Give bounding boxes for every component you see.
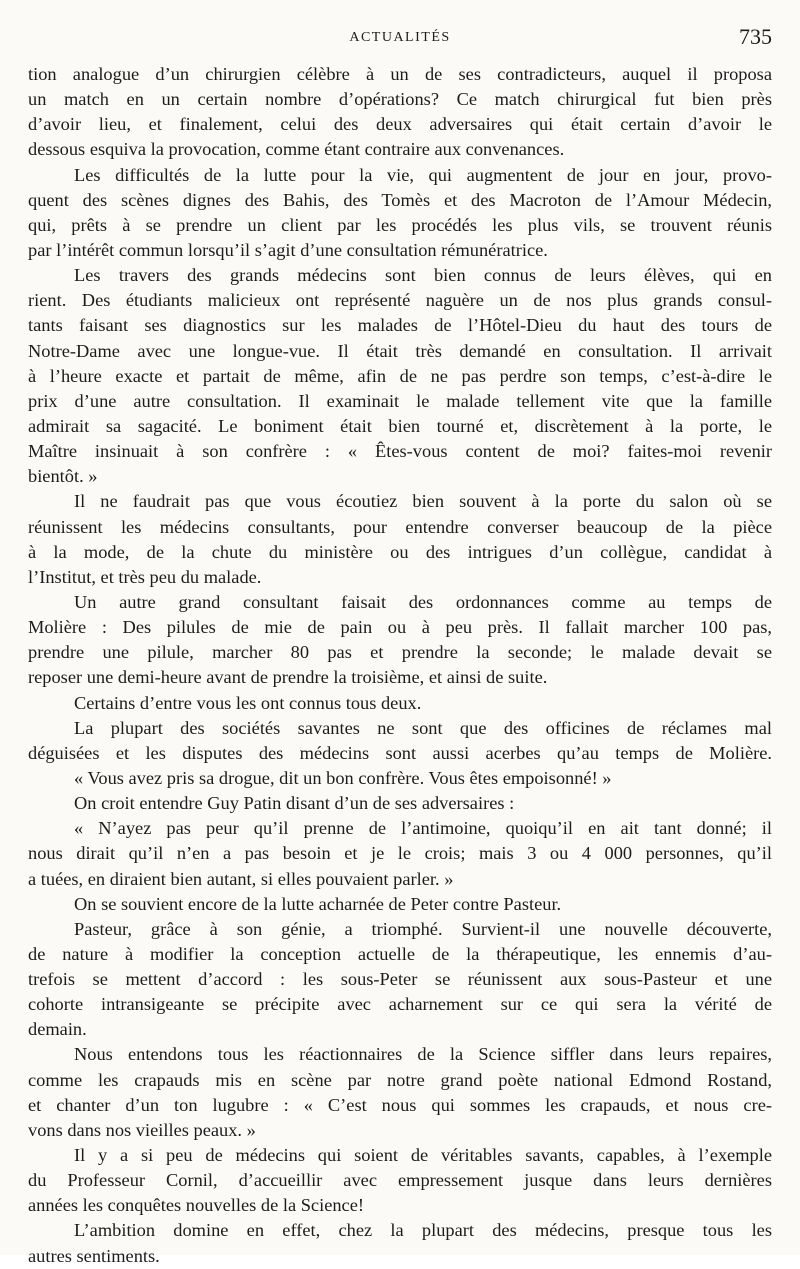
text-line: Les travers des grands médecins sont bien connus de leurs élèves, qui en: [74, 265, 772, 286]
text-line: nous dirait qu’il n’en a pas besoin et je le crois; mais 3 ou 4 000 personnes, qu’il: [28, 843, 772, 864]
text-line: Notre-Dame avec une longue-vue. Il était très demandé en consultation. Il arrivait: [28, 340, 772, 361]
text-line: rient. Des étudiants malicieux ont représenté naguère un de nos plus grands consul-: [28, 290, 772, 311]
text-line: l’Institut, et très peu du malade.: [28, 566, 262, 587]
text-line: On croit entendre Guy Patin disant d’un de ses adversaires :: [74, 793, 515, 814]
text-line: trefois se mettent d’accord : les sous-Peter se réunissent aux sous-Pasteur et une: [28, 969, 772, 990]
text-line: par l’intérêt commun lorsqu’il s’agit d’une consultation rémunératrice.: [28, 239, 548, 260]
text-line: de nature à modifier la conception actuelle de la thérapeutique, les ennemis d’au-: [28, 943, 772, 964]
text-line: comme les crapauds mis en scène par notre grand poète national Edmond Rostand,: [28, 1069, 772, 1090]
text-line: et chanter d’un ton lugubre : « C’est nous qui sommes les crapauds, et nous cre-: [28, 1094, 772, 1115]
text-line: bientôt. »: [28, 466, 98, 487]
text-line: a tuées, en diraient bien autant, si elles pouvaient parler. »: [28, 868, 454, 889]
text-line: réunissent les médecins consultants, pour entendre converser beaucoup de la pièce: [28, 516, 772, 537]
text-line: Molière : Des pilules de mie de pain ou à peu près. Il fallait marcher 100 pas,: [28, 617, 772, 638]
text-line: tion analogue d’un chirurgien célèbre à un de ses contradicteurs, auquel il proposa: [28, 64, 772, 84]
text-line: Les difficultés de la lutte pour la vie, qui augmentent de jour en jour, provo-: [74, 164, 772, 185]
text-line: à l’heure exacte et partait de même, afin de ne pas perdre son temps, c’est-à-dire le: [28, 365, 772, 386]
text-line: « N’ayez pas peur qu’il prenne de l’antimoine, quoiqu’il en ait tant donné; il: [74, 818, 772, 839]
text-line: Pasteur, grâce à son génie, a triomphé. Survient-il une nouvelle découverte,: [74, 918, 772, 939]
text-line: tants faisant ses diagnostics sur les malades de l’Hôtel-Dieu du haut des tours de: [28, 315, 772, 336]
text-line: du Professeur Cornil, d’accueillir avec empressement jusque dans leurs dernières: [28, 1170, 772, 1191]
text-line: déguisées et les disputes des médecins sont aussi acerbes qu’au temps de Molière.: [28, 742, 772, 763]
text-line: Maître insinuait à son confrère : « Êtes-vous content de moi? faites-moi revenir: [28, 441, 772, 462]
text-line: On se souvient encore de la lutte acharnée de Peter contre Pasteur.: [74, 893, 562, 914]
text-line: reposer une demi-heure avant de prendre la troisième, et ainsi de suite.: [28, 667, 548, 688]
text-line: Il ne faudrait pas que vous écoutiez bien souvent à la porte du salon où se: [74, 491, 772, 512]
page-number: 735: [739, 24, 772, 49]
page-header: [28, 26, 772, 54]
text-line: Certains d’entre vous les ont connus tous deux.: [74, 692, 422, 713]
text-line: d’avoir lieu, et finalement, celui des deux adversaires qui était certain d’avoir le: [28, 114, 772, 135]
text-line: L’ambition domine en effet, chez la plupart des médecins, presque tous les: [74, 1220, 772, 1241]
text-line: demain.: [28, 1019, 87, 1040]
text-line: à la mode, de la chute du ministère ou des intrigues d’un collègue, candidat à: [28, 541, 772, 562]
text-line: prix d’une autre consultation. Il examinait le malade tellement vite que la famille: [28, 390, 772, 411]
text-line: autres sentiments.: [28, 1245, 160, 1266]
text-line: admirait sa sagacité. Le boniment était bien tourné et, discrètement à la porte, le: [28, 415, 772, 436]
text-line: Nous entendons tous les réactionnaires de la Science siffler dans leurs repaires,: [74, 1044, 772, 1065]
running-head: ACTUALITÉS: [349, 30, 451, 45]
text-line: « Vous avez pris sa drogue, dit un bon confrère. Vous êtes empoisonné! »: [74, 767, 612, 788]
body-text: [28, 62, 772, 1269]
text-line: vons dans nos vieilles peaux. »: [28, 1119, 256, 1140]
text-line: quent des scènes dignes des Bahis, des Tomès et des Macroton de l’Amour Médecin,: [28, 189, 772, 210]
text-line: La plupart des sociétés savantes ne sont que des officines de réclames mal: [74, 717, 772, 738]
text-line: Il y a si peu de médecins qui soient de véritables savants, capables, à l’exemple: [74, 1145, 772, 1166]
text-line: dessous esquiva la provocation, comme étant contraire aux convenances.: [28, 139, 565, 160]
text-line: un match en un certain nombre d’opérations? Ce match chirurgical fut bien près: [28, 89, 772, 110]
text-line: cohorte intransigeante se précipite avec acharnement sur ce qui sera la vérité de: [28, 994, 772, 1015]
text-line: années les conquêtes nouvelles de la Science!: [28, 1195, 365, 1216]
text-line: qui, prêts à se prendre un client par les procédés les plus vils, se trouvent réunis: [28, 214, 772, 235]
text-line: Un autre grand consultant faisait des ordonnances comme au temps de: [74, 591, 772, 612]
text-line: prendre une pilule, marcher 80 pas et prendre la seconde; le malade devait se: [28, 642, 772, 663]
